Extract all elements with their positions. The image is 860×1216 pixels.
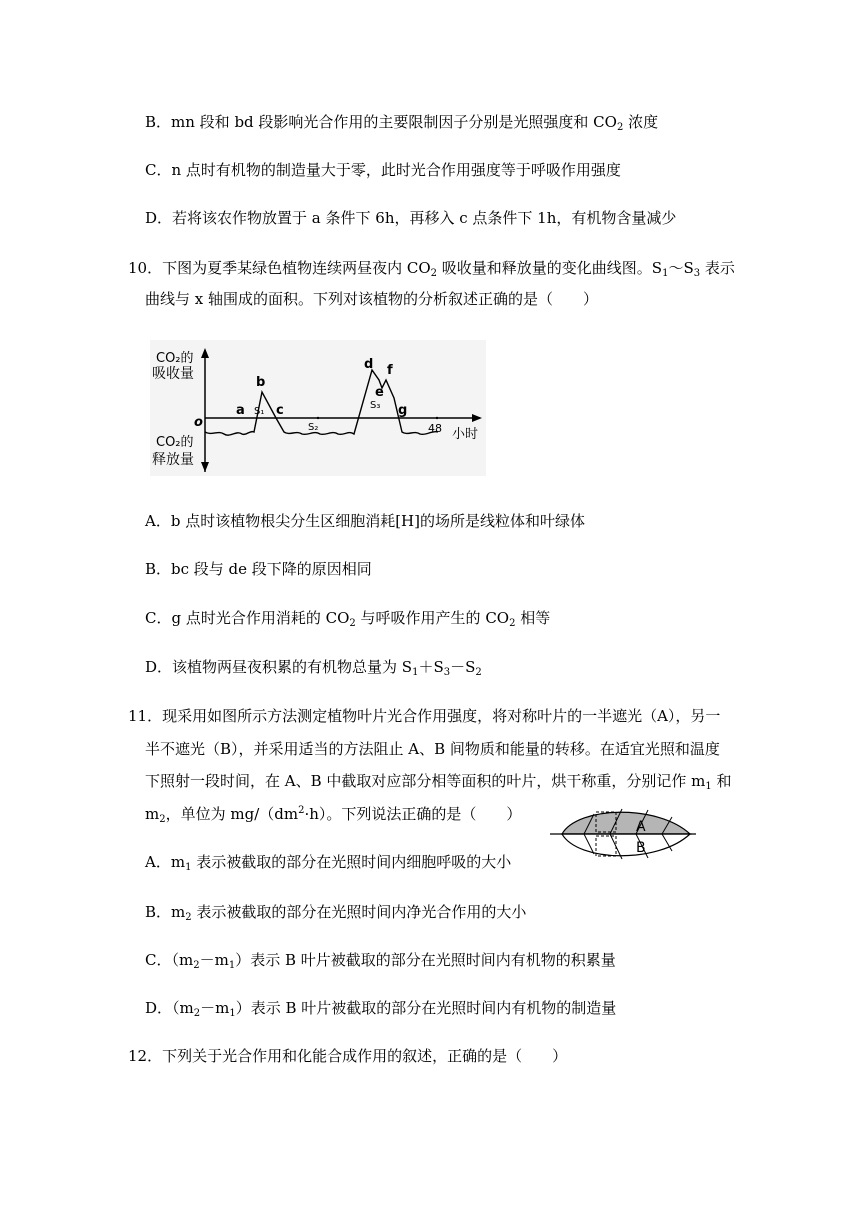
origin-label: o xyxy=(194,415,203,430)
tick-48: 48 xyxy=(428,422,442,435)
leaf-top-half xyxy=(562,812,690,834)
q11-stem-line3: 下照射一段时间，在 A、B 中截取对应部分相等面积的叶片，烘干称重，分别记作 $m_1$ 和 xyxy=(145,772,732,792)
leaf-figure xyxy=(548,800,698,866)
point-d-label: d xyxy=(364,357,374,372)
q10-stem-line2: 曲线与 x 轴围成的面积。下列对该植物的分析叙述正确的是（ ） xyxy=(145,290,598,308)
q11-option-c: C．$(m_2-m_1)$表示 B 叶片被截取的部分在光照时间内有机物的积累量 xyxy=(145,951,616,971)
area-s1-label: S₁ xyxy=(254,406,265,417)
point-a-label: a xyxy=(236,403,245,418)
y-bottom-label-2: 释放量 xyxy=(152,452,194,468)
leaf-bottom-half xyxy=(562,834,690,856)
q9-option-b: B．mn 段和 bd 段影响光合作用的主要限制因子分别是光照强度和 $CO_2$ 浓度 xyxy=(145,113,659,133)
q11-option-d: D．$(m_2-m_1)$表示 B 叶片被截取的部分在光照时间内有机物的制造量 xyxy=(145,999,617,1019)
leaf-label-a: A xyxy=(636,819,646,835)
area-s3-label: S₃ xyxy=(370,400,381,411)
q11-stem-line4: $m_2$，单位为 $mg/(dm^2\cdot h)$。下列说法正确的是（ ） xyxy=(145,805,522,825)
q10-stem-line1: 10．下图为夏季某绿色植物连续两昼夜内 $CO_2$ 吸收量和释放量的变化曲线图。$S_1\sim S_3$ 表示 xyxy=(128,259,735,279)
q12-stem-line1: 12．下列关于光合作用和化能合成作用的叙述，正确的是（ ） xyxy=(128,1047,568,1065)
q11-option-b: B．$m_2$ 表示被截取的部分在光照时间内净光合作用的大小 xyxy=(145,903,527,923)
point-e-label: e xyxy=(375,385,384,400)
q10-option-b: B．bc 段与 de 段下降的原因相同 xyxy=(145,560,372,578)
x-axis-label: 小时 xyxy=(452,427,479,442)
y-bottom-label-1: CO₂的 xyxy=(156,435,194,450)
q9-option-c: C．n 点时有机物的制造量大于零，此时光合作用强度等于呼吸作用强度 xyxy=(145,161,621,179)
q9-option-d: D．若将该农作物放置于 a 条件下 6h，再移入 c 点条件下 1h，有机物含量减少 xyxy=(145,209,677,227)
co2-curve-figure xyxy=(150,340,486,476)
point-f-label: f xyxy=(387,363,393,378)
y-top-label-1: CO₂的 xyxy=(156,351,194,366)
q11-stem-line2: 半不遮光（B），并采用适当的方法阻止 A、B 间物质和能量的转移。在适宜光照和温度 xyxy=(145,740,720,758)
q10-option-a: A．b 点时该植物根尖分生区细胞消耗[H]的场所是线粒体和叶绿体 xyxy=(145,512,585,530)
point-c-label: c xyxy=(276,403,284,418)
q10-option-c: C．g 点时光合作用消耗的 $CO_2$ 与呼吸作用产生的 $CO_2$ 相等 xyxy=(145,609,551,629)
y-top-label-2: 吸收量 xyxy=(152,366,194,382)
area-s2-label: S₂ xyxy=(308,422,319,433)
figure-background xyxy=(150,340,486,476)
tick-dot-48 xyxy=(436,417,438,419)
point-b-label: b xyxy=(256,375,266,390)
q11-option-a: A．$m_1$ 表示被截取的部分在光照时间内细胞呼吸的大小 xyxy=(145,853,512,873)
q10-option-d: D．该植物两昼夜积累的有机物总量为 $S_1+S_3-S_2$ xyxy=(145,658,482,678)
leaf-label-b: B xyxy=(636,840,646,856)
point-g-label: g xyxy=(398,403,408,418)
tick-dot-24 xyxy=(317,417,319,419)
q11-stem-line1: 11．现采用如图所示方法测定植物叶片光合作用强度，将对称叶片的一半遮光（A），另一 xyxy=(128,707,721,725)
